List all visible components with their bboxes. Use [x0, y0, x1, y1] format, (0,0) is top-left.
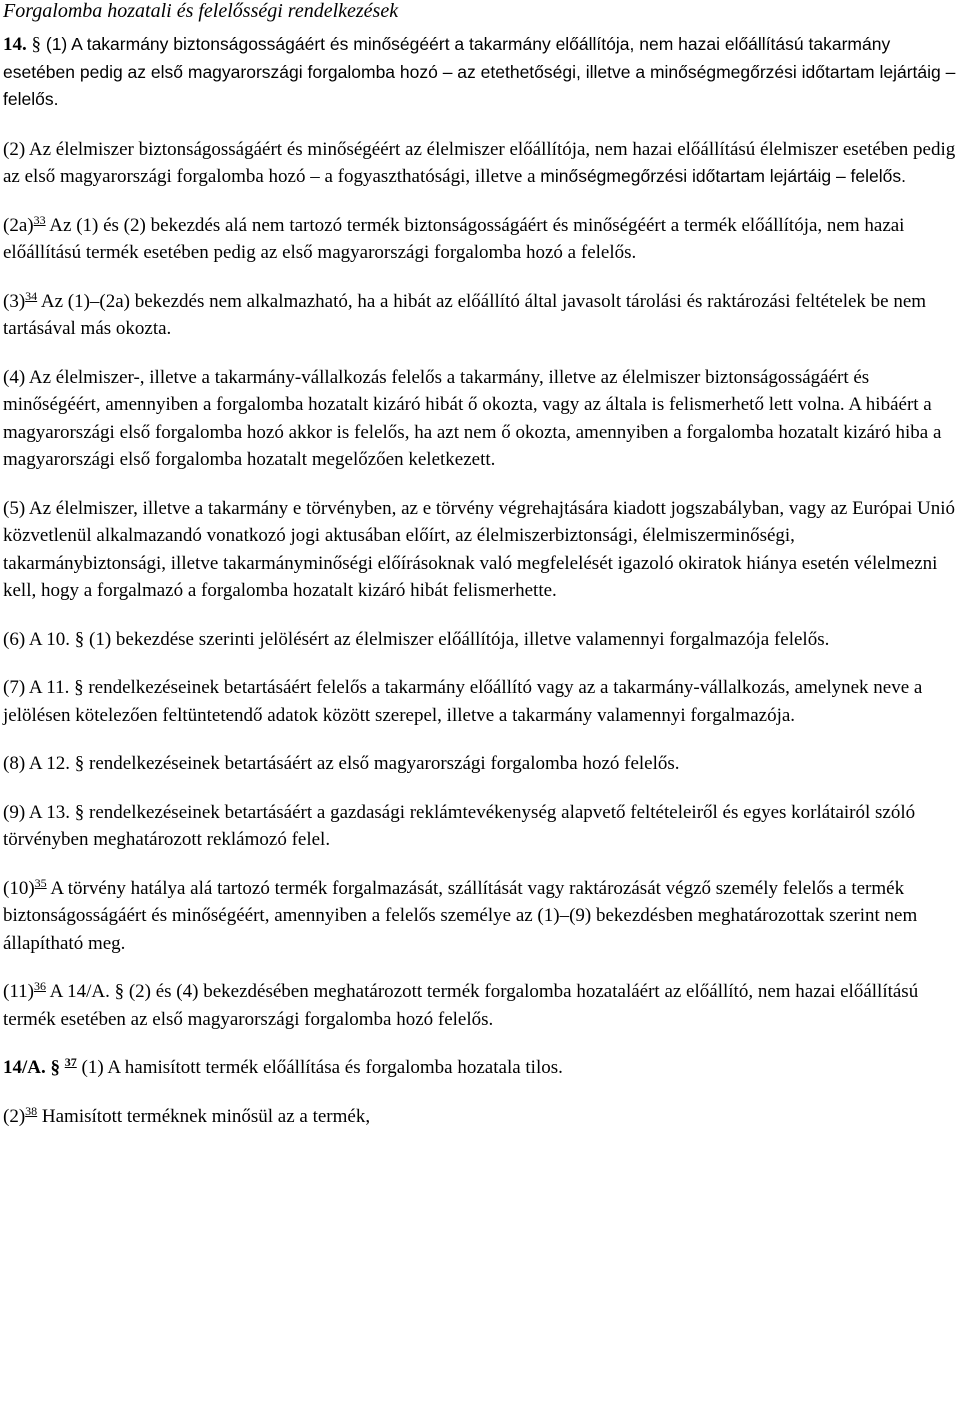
paragraph-text: A 14/A. § (2) és (4) bekezdésében meghatározott termék forgalomba hozataláért az előállító, nem hazai előállítású termék esetében az első magyarországi forgalomba hozó felelős. — [3, 981, 919, 1030]
paragraph-text: (1) A takarmány biztonságosságáért és minőségéért a takarmány előállítója, nem hazai előállítású takarmány esetében pedig az első magyarországi forgalomba hozó – az etethetőségi, illetve a — [3, 34, 891, 82]
paragraph-text-end: minőségmegőrzési időtartam lejártáig – felelős. — [540, 166, 906, 186]
paragraph-14-9 — [3, 799, 957, 854]
paragraph-14-10 — [3, 875, 957, 958]
paragraph-text: Az (1)–(2a) bekezdés nem alkalmazható, ha a hibát az előállító által javasolt tárolási és raktározási feltételek be nem tartásával más okozta. — [3, 290, 927, 339]
paragraph-14-2 — [3, 136, 957, 191]
paragraph-14-3 — [3, 288, 957, 343]
paragraph-14a-1 — [3, 1054, 957, 1082]
section-sign: § — [50, 1057, 60, 1078]
paragraph-text: (2) Az élelmiszer biztonságosságáért és minőségéért az élelmiszer előállítója, nem hazai előállítású élelmiszer esetében pedig az első magyarországi forgalomba hozó – a fogyaszthatósági, illetve a — [3, 138, 956, 187]
footnote-link[interactable]: 34 — [25, 288, 38, 303]
paragraph-label: (10) — [3, 877, 35, 899]
footnote-link[interactable]: 35 — [34, 875, 47, 890]
section-reference: 13. § — [46, 801, 85, 823]
paragraph-14-2a — [3, 212, 957, 267]
section-sign: § — [31, 34, 41, 55]
paragraph-text: (6) A — [3, 628, 47, 650]
paragraph-label: (3) — [3, 290, 26, 312]
paragraph-text: Hamisított terméknek minősül az a termék, — [37, 1105, 371, 1127]
footnote-link[interactable]: 38 — [25, 1103, 38, 1118]
paragraph-text-end: rendelkezéseinek betartásáért a gazdasági reklámtevékenység alapvető feltételeiről és egyes korlátairól szóló törvényben meghatározott reklámozó felel. — [3, 801, 916, 850]
paragraph-label: (11) — [3, 981, 34, 1002]
footnote-link[interactable]: 36 — [33, 979, 46, 993]
paragraph-text: (9) A — [3, 801, 47, 823]
paragraph-text-end: (1) bekezdése szerinti jelölésért az élelmiszer előállítója, illetve valamennyi forgalmazója felelős. — [84, 628, 830, 650]
paragraph-label: (2) — [3, 1105, 26, 1127]
section-heading: Forgalomba hozatali és felelősségi rendelkezések — [3, 0, 399, 22]
paragraph-text-end: rendelkezéseinek betartásáért az első magyarországi forgalomba hozó felelős. — [84, 753, 680, 774]
paragraph-text-end: rendelkezéseinek betartásáért felelős a takarmány előállító vagy az a takarmány-vállalkozás, amelynek neve a jelölésen kötelezően feltüntetendő adatok között szerepel, illetve a takarmány valamennyi forgalmazója. — [3, 677, 923, 726]
paragraph-label: (2a) — [3, 214, 34, 236]
section-reference: 12. § — [46, 753, 85, 774]
paragraph-14-4: (4) Az élelmiszer-, illetve a takarmány-vállalkozás felelős a takarmány, illetve az élelmiszer biztonságosságáért és minőségéért, amennyiben a forgalomba hozatalt kizáró hibát ő okozta, vagy az általa is felismerhető lett volna. A hibáért a magyarországi első forgalomba hozó akkor is felelős, ha azt nem ő okozta, amennyiben a forgalomba hozatalt kizáró hiba a magyarországi első forgalomba hozatalt megelőzően keletkezett. — [3, 366, 942, 470]
paragraph-text: A törvény hatálya alá tartozó termék forgalmazását, szállítását vagy raktározását végző személy felelős a termék biztonságosságáért és minőségéért, amennyiben a felelős személye az (1)–(9) bekezdésben meghatározottak szerint nem állapítható meg. — [3, 877, 918, 954]
paragraph-14-6 — [3, 626, 957, 654]
paragraph-text-end: minőségmegőrzési időtartam lejártáig – felelős. — [3, 61, 956, 109]
footnote-link[interactable]: 33 — [33, 212, 46, 227]
paragraph-14-8 — [3, 750, 957, 778]
paragraph-text: (1) A hamisított termék előállítása és forgalomba hozatala tilos. — [76, 1057, 563, 1078]
paragraph-14-5: (5) Az élelmiszer, illetve a takarmány e törvényben, az e törvény végrehajtására kiadott jogszabályban, vagy az Európai Unió közvetlenül alkalmazandó vonatkozó jogi aktusában előírt, az élelmiszerbiztonsági, élelmiszerminőségi, takarmánybiztonsági, illetve takarmányminőségi előírásoknak való megfelelését igazoló okiratok hiánya esetén vélelmezni kell, hogy a forgalmazó a forgalomba hozatalt kizáró hibát felismerhette. — [3, 497, 956, 601]
section-reference: 11. § — [46, 677, 84, 698]
section-number: 14/A. — [3, 1057, 46, 1078]
footnote-link[interactable]: 37 — [64, 1055, 77, 1069]
paragraph-text: Az (1) és (2) bekezdés alá nem tartozó termék biztonságosságáért és minőségéért a termék előállítója, nem hazai előállítású termék esetében pedig az első magyarországi forgalomba hozó a felelős. — [3, 214, 905, 263]
paragraph-14a-2 — [3, 1103, 957, 1131]
section-number: 14. — [3, 34, 27, 55]
paragraph-14-7 — [3, 674, 957, 729]
paragraph-14-11 — [3, 978, 957, 1033]
paragraph-text: (7) A — [3, 677, 47, 698]
paragraph-text: (8) A — [3, 753, 47, 774]
paragraph-14-1 — [3, 31, 957, 114]
section-reference: 10. § — [46, 628, 85, 650]
